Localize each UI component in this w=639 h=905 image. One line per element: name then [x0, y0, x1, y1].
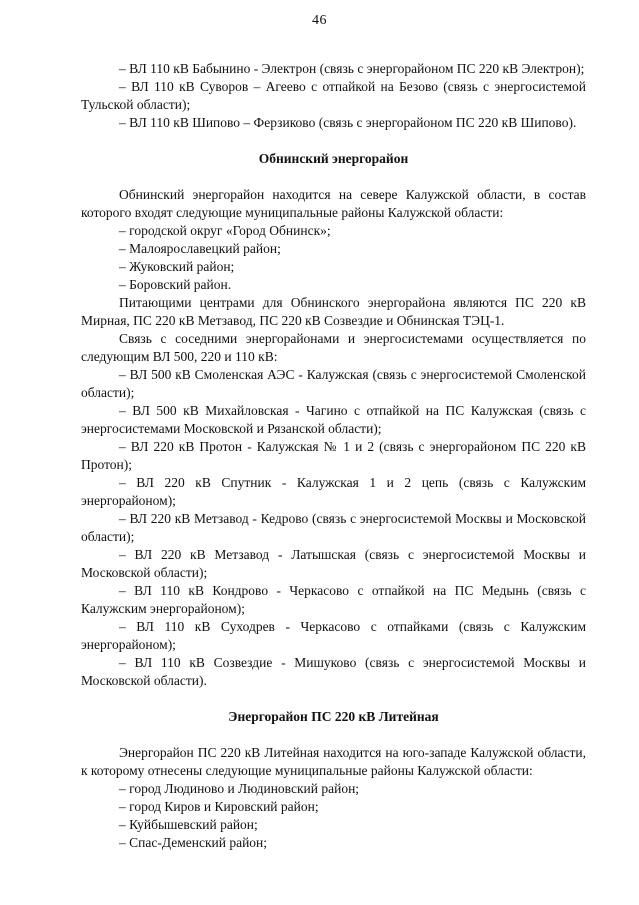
document-body	[81, 60, 586, 852]
paragraph: Питающими центрами для Обнинского энергорайона являются ПС 220 кВ Мирная, ПС 220 кВ Метзавод, ПС 220 кВ Созвездие и Обнинская ТЭЦ-1.	[81, 295, 586, 328]
paragraph: – ВЛ 220 кВ Протон - Калужская № 1 и 2 (связь с энергорайоном ПС 220 кВ Протон);	[81, 439, 586, 472]
section-heading: Обнинский энергорайон	[258, 151, 409, 166]
list-item: – Спас-Деменский район;	[119, 835, 268, 850]
list-item: – Куйбышевский район;	[119, 817, 258, 832]
list-item: – городской округ «Город Обнинск»;	[119, 223, 331, 238]
page-number: 46	[312, 13, 327, 28]
list-item: – Малоярославецкий район;	[119, 241, 281, 256]
paragraph: – ВЛ 500 кВ Смоленская АЭС - Калужская (связь с энергосистемой Смоленской области);	[81, 367, 586, 400]
list-item: – город Людиново и Людиновский район;	[119, 781, 360, 796]
paragraph: – ВЛ 220 кВ Метзавод - Кедрово (связь с энергосистемой Москвы и Московской области);	[81, 511, 586, 544]
paragraph: – ВЛ 220 кВ Метзавод - Латышская (связь с энергосистемой Москвы и Московской области);	[81, 547, 586, 580]
list-item: – город Киров и Кировский район;	[119, 799, 319, 814]
paragraph: – ВЛ 110 кВ Созвездие - Мишуково (связь с энергосистемой Москвы и Московской области).	[81, 655, 586, 688]
paragraph: – ВЛ 110 кВ Бабынино - Электрон (связь с энергорайоном ПС 220 кВ Электрон);	[119, 61, 585, 76]
list-item: – Жуковский район;	[119, 259, 235, 274]
paragraph: Обнинский энергорайон находится на севере Калужской области, в состав которого входят следующие муниципальные районы Калужской области:	[81, 187, 586, 220]
section-heading: Энергорайон ПС 220 кВ Литейная	[228, 709, 439, 724]
paragraph: Энергорайон ПС 220 кВ Литейная находится на юго-западе Калужской области, к которому отнесены следующие муниципальные районы Калужской области:	[81, 745, 586, 778]
paragraph: – ВЛ 110 кВ Кондрово - Черкасово с отпайкой на ПС Медынь (связь с Калужским энергорайоном);	[81, 583, 586, 616]
paragraph: – ВЛ 110 кВ Суходрев - Черкасово с отпайками (связь с Калужским энергорайоном);	[81, 619, 586, 652]
paragraph: Связь с соседними энергорайонами и энергосистемами осуществляется по следующим ВЛ 500, 220 и 110 кВ:	[81, 331, 586, 364]
list-item: – Боровский район.	[119, 277, 232, 292]
paragraph: – ВЛ 500 кВ Михайловская - Чагино с отпайкой на ПС Калужская (связь с энергосистемами Московской и Рязанской области);	[81, 403, 586, 436]
paragraph: – ВЛ 220 кВ Спутник - Калужская 1 и 2 цепь (связь с Калужским энергорайоном);	[81, 475, 586, 508]
paragraph: – ВЛ 110 кВ Суворов – Агеево с отпайкой на Безово (связь с энергосистемой Тульской области);	[81, 79, 586, 112]
paragraph: – ВЛ 110 кВ Шипово – Ферзиково (связь с энергорайоном ПС 220 кВ Шипово).	[119, 115, 577, 130]
